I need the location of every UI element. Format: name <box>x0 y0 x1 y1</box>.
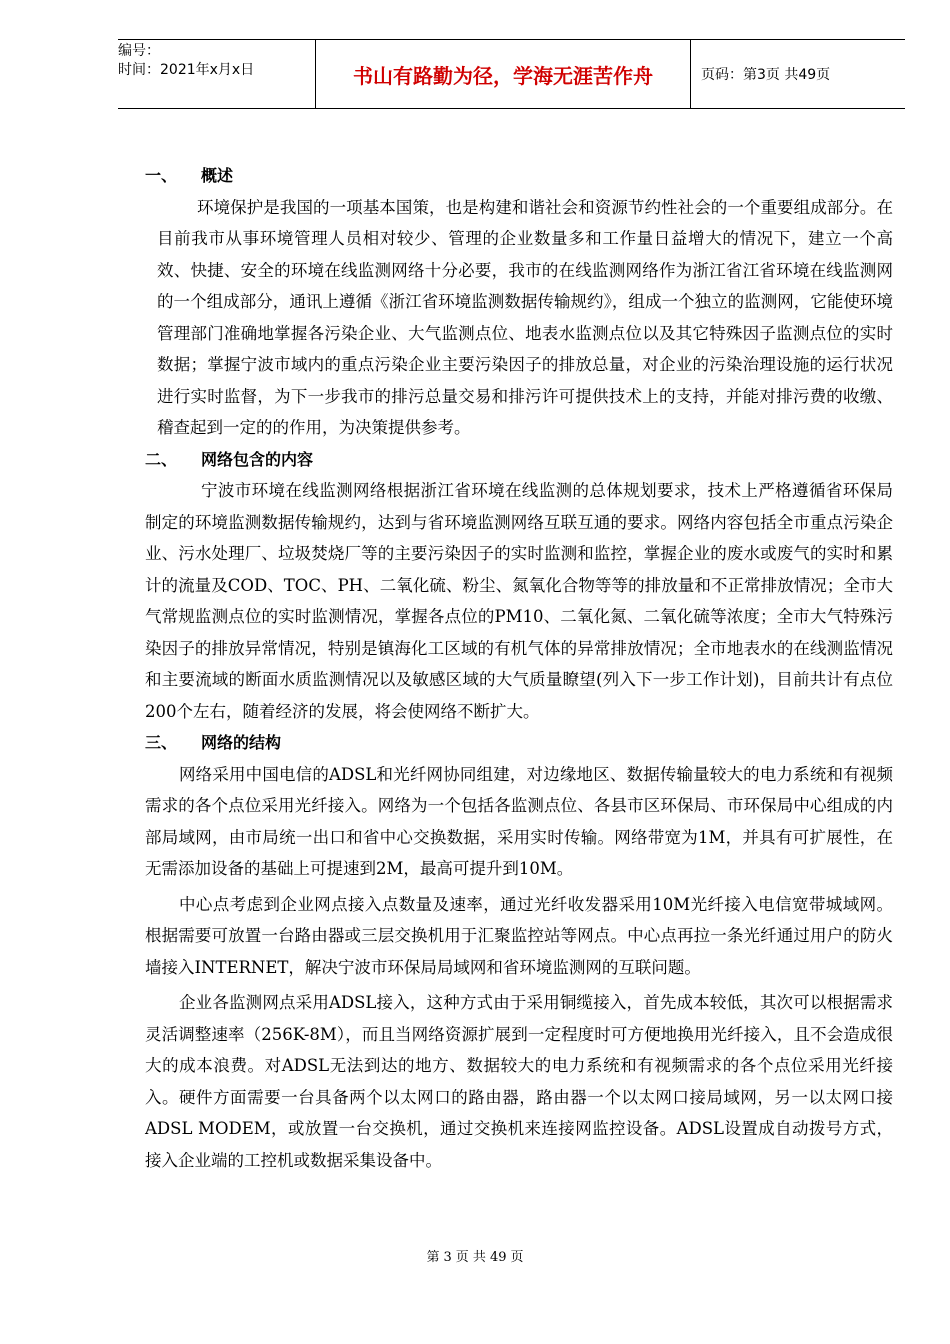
document-time-label: 时间：2021年x月x日 <box>118 62 255 78</box>
section-title: 网络包含的内容 <box>201 449 314 469</box>
section-title: 概述 <box>201 166 234 185</box>
paragraph: 网络采用中国电信的ADSL和光纤网协同组建，对边缘地区、数据传输量较大的电力系统和有视频需求的各个点位采用光纤接入。网络为一个包括各监测点位、各县市区环保局、市环保局中心组成的内部局域网，由市局统一出口和省中心交换数据，采用实时传输。网络带宽为1M，并具有可扩展性，在无需添加设备的基础上可提速到2M，最高可提升到10M。 <box>145 764 893 878</box>
section-number: 三、 <box>145 733 178 752</box>
paragraph: 中心点考虑到企业网点接入点数量及速率，通过光纤收发器采用10M光纤接入电信宽带城域网。根据需要可放置一台路由器或三层交换机用于汇聚监控站等网点。中心点再拉一条光纤通过用户的防火墙接入INTERNET，解决宁波市环保局局域网和省环境监测网的互联问题。 <box>145 894 893 977</box>
section-heading <box>145 160 893 192</box>
section-number: 一、 <box>145 166 178 185</box>
header-page-info: 页码：第3页 共49页 <box>701 67 831 83</box>
section-heading <box>145 727 893 759</box>
page-header <box>118 39 905 109</box>
paragraph: 宁波市环境在线监测网络根据浙江省环境在线监测的总体规划要求，技术上严格遵循省环保局制定的环境监测数据传输规约，达到与省环境监测网络互联互通的要求。网络内容包括全市重点污染企业、污水处理厂、垃圾焚烧厂等的主要污染因子的实时监测和监控，掌握企业的废水或废气的实时和累计的流量及COD、TOC、PH、二氧化硫、粉尘、氮氧化合物等等的排放量和不正常排放情况；全市大气常规监测点位的实时监测情况，掌握各点位的PM10、二氧化氮、二氧化硫等浓度；全市大气特殊污染因子的排放异常情况，特别是镇海化工区域的有机气体的异常排放情况；全市地表水的在线测监情况和主要流域的断面水质监测情况以及敏感区域的大气质量瞭望(列入下一步工作计划)，目前共计有点位200个左右，随着经济的发展，将会使网络不断扩大。 <box>145 481 893 721</box>
document-body <box>145 160 893 1176</box>
paragraph: 环境保护是我国的一项基本国策，也是构建和谐社会和资源节约性社会的一个重要组成部分。在目前我市从事环境管理人员相对较少、管理的企业数量多和工作量日益增大的情况下，建立一个高效、快捷、安全的环境在线监测网络十分必要，我市的在线监测网络作为浙江省江省环境在线监测网的一个组成部分，通讯上遵循《浙江省环境监测数据传输规约》，组成一个独立的监测网，它能使环境管理部门准确地掌握各污染企业、大气监测点位、地表水监测点位以及其它特殊因子监测点位的实时数据；掌握宁波市域内的重点污染企业主要污染因子的排放总量，对企业的污染治理设施的运行状况进行实时监督，为下一步我市的排污总量交易和排污许可提供技术上的支持，并能对排污费的收缴、稽查起到一定的的作用，为决策提供参考。 <box>157 197 893 437</box>
document-number-label: 编号： <box>118 43 160 59</box>
section-heading <box>145 444 893 476</box>
footer-page-total: 49 <box>489 1250 507 1265</box>
footer-page-number: 3 <box>443 1250 452 1265</box>
header-motto: 书山有路勤为径，学海无涯苦作舟 <box>316 40 691 108</box>
footer-prefix: 第 <box>426 1250 440 1265</box>
section-title: 网络的结构 <box>201 733 282 752</box>
footer-suffix: 页 <box>510 1250 524 1265</box>
header-meta <box>118 40 316 108</box>
footer-mid: 页 共 <box>455 1250 486 1265</box>
paragraph: 企业各监测网点采用ADSL接入，这种方式由于采用铜缆接入，首先成本较低，其次可以根据需求灵活调整速率（256K-8M），而且当网络资源扩展到一定程度时可方便地换用光纤接入，且不会造成很大的成本浪费。对ADSL无法到达的地方、数据较大的电力系统和有视频需求的各个点位采用光纤接入。硬件方面需要一台具备两个以太网口的路由器，路由器一个以太网口接局域网，另一以太网口接ADSL MODEM，或放置一台交换机，通过交换机来连接网监控设备。ADSL设置成自动拨号方式，接入企业端的工控机或数据采集设备中。 <box>145 993 893 1170</box>
page-footer <box>0 1246 950 1265</box>
section-number: 二、 <box>145 449 178 469</box>
